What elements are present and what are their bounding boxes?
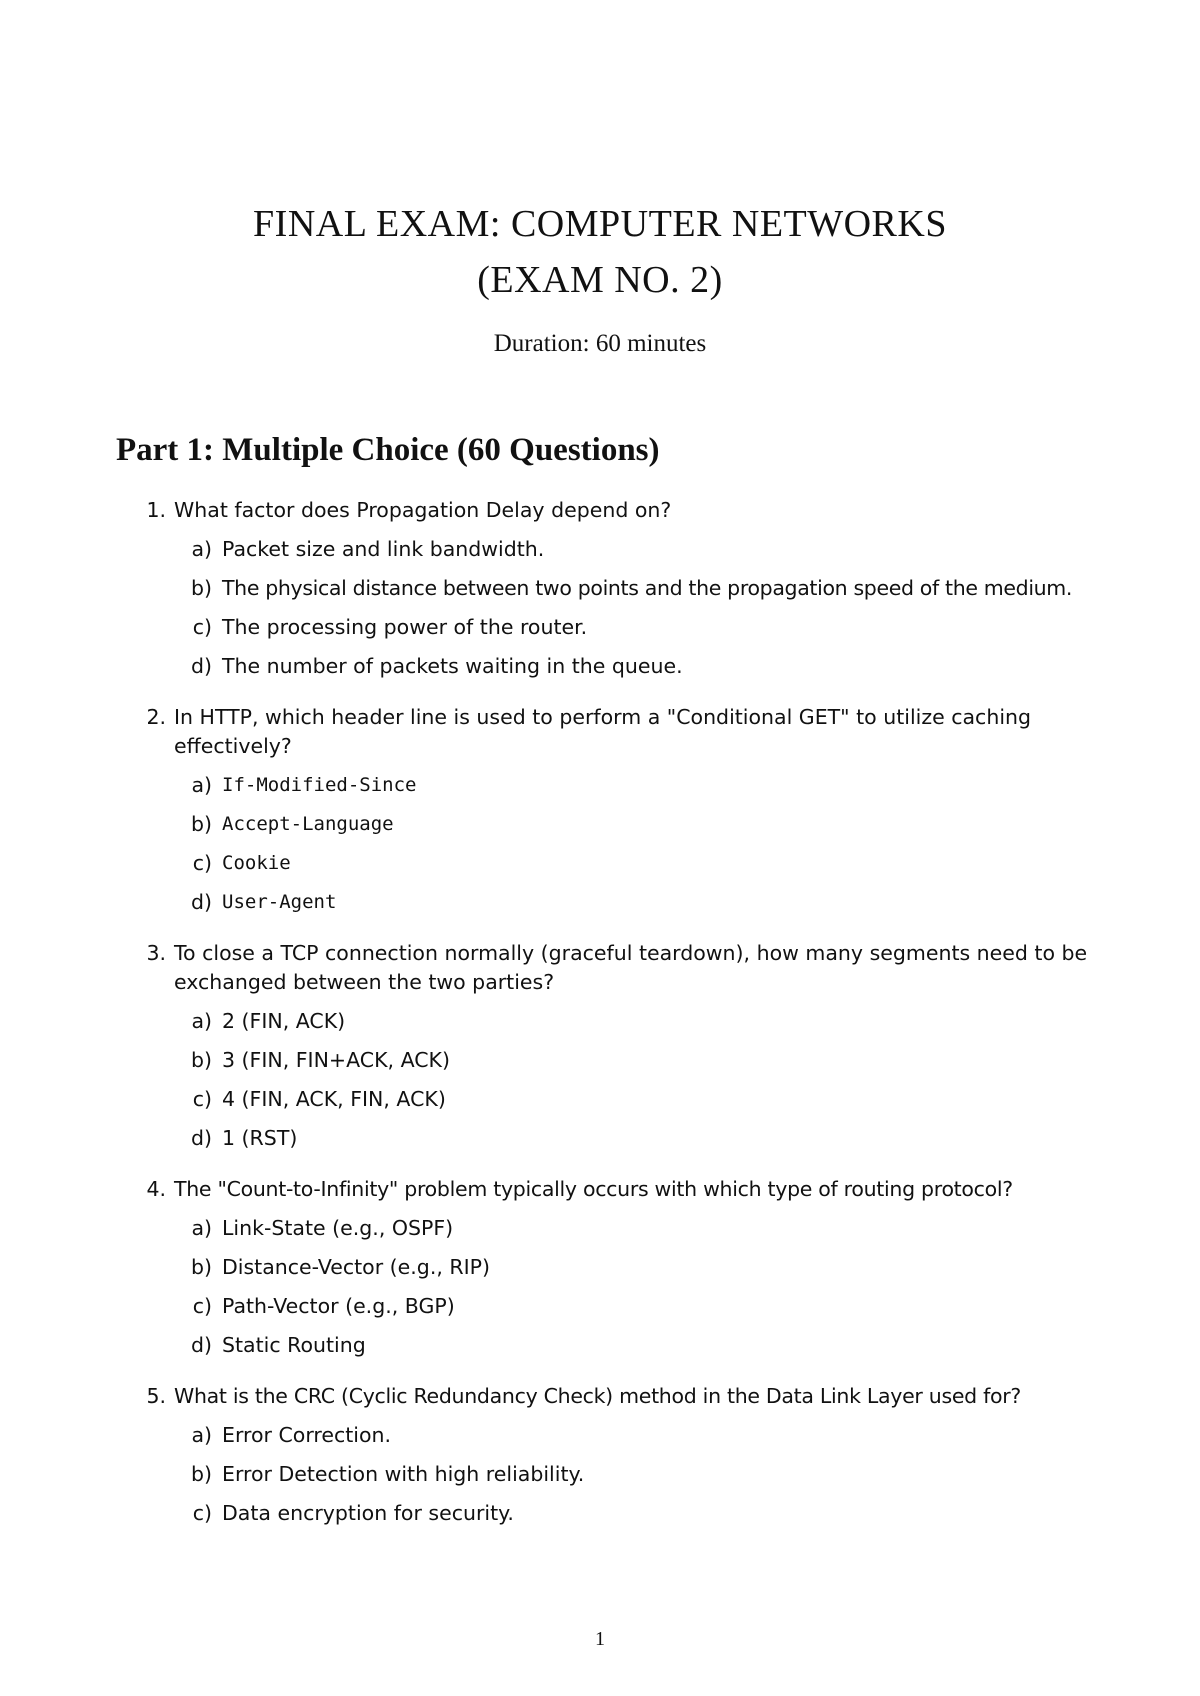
option-a <box>182 771 1095 810</box>
question-number: 1. <box>146 498 166 522</box>
option-list <box>140 1421 1095 1538</box>
option-letter: c) <box>192 851 212 875</box>
exam-duration: Duration: 60 minutes <box>493 330 707 357</box>
option-text: Distance-Vector (e.g., RIP) <box>222 1255 491 1279</box>
page-number: 1 <box>595 1628 605 1650</box>
question-text: What is the CRC (Cyclic Redundancy Check) method in the Data Link Layer used for? <box>174 1384 1021 1408</box>
option-text: Accept-Language <box>222 813 394 835</box>
option-text: Static Routing <box>222 1333 366 1357</box>
option-letter: d) <box>190 1333 212 1357</box>
option-a <box>182 1007 1095 1046</box>
option-letter: c) <box>192 1501 212 1525</box>
question-number: 5. <box>146 1384 166 1408</box>
question-4 <box>140 1175 1095 1370</box>
option-letter: b) <box>190 1048 212 1072</box>
option-text: The number of packets waiting in the queue. <box>222 654 683 678</box>
option-list <box>140 1007 1095 1163</box>
question-5 <box>140 1382 1095 1538</box>
option-d <box>182 1331 1095 1370</box>
option-letter: b) <box>190 576 212 600</box>
option-b <box>182 1460 1095 1499</box>
option-text: Link-State (e.g., OSPF) <box>222 1216 454 1240</box>
question-text: What factor does Propagation Delay depend on? <box>174 498 672 522</box>
option-letter: a) <box>191 537 212 561</box>
option-c <box>182 849 1095 888</box>
exam-title-line-1: FINAL EXAM: COMPUTER NETWORKS <box>253 203 947 245</box>
option-text: Path-Vector (e.g., BGP) <box>222 1294 455 1318</box>
option-text: The physical distance between two points and the propagation speed of the medium. <box>222 576 1073 600</box>
option-a <box>182 1421 1095 1460</box>
option-d <box>182 888 1095 927</box>
question-number: 3. <box>146 941 166 965</box>
option-text: Error Correction. <box>222 1423 392 1447</box>
option-text: 2 (FIN, ACK) <box>222 1009 346 1033</box>
question-2 <box>140 703 1095 927</box>
option-b <box>182 810 1095 849</box>
question-text: In HTTP, which header line is used to perform a "Conditional GET" to utilize caching effectively? <box>174 705 1032 758</box>
option-a <box>182 1214 1095 1253</box>
option-text: Cookie <box>222 852 291 874</box>
option-text: Error Detection with high reliability. <box>222 1462 585 1486</box>
option-letter: c) <box>192 615 212 639</box>
question-list <box>140 496 1095 1550</box>
question-1 <box>140 496 1095 691</box>
option-letter: b) <box>190 1255 212 1279</box>
option-letter: a) <box>191 1423 212 1447</box>
option-c <box>182 1292 1095 1331</box>
option-text: The processing power of the router. <box>222 615 588 639</box>
option-c <box>182 1499 1095 1538</box>
option-letter: b) <box>190 812 212 836</box>
option-letter: c) <box>192 1087 212 1111</box>
exam-title-line-2: (EXAM NO. 2) <box>477 259 723 301</box>
option-text: User-Agent <box>222 891 337 913</box>
option-b <box>182 1046 1095 1085</box>
option-letter: b) <box>190 1462 212 1486</box>
question-number: 4. <box>146 1177 166 1201</box>
option-text: Data encryption for security. <box>222 1501 514 1525</box>
option-letter: a) <box>191 1009 212 1033</box>
option-text: 4 (FIN, ACK, FIN, ACK) <box>222 1087 446 1111</box>
option-c <box>182 1085 1095 1124</box>
option-letter: d) <box>190 654 212 678</box>
option-letter: d) <box>190 1126 212 1150</box>
option-text: Packet size and link bandwidth. <box>222 537 545 561</box>
question-3 <box>140 939 1095 1163</box>
part-heading: Part 1: Multiple Choice (60 Questions) <box>116 432 660 468</box>
option-d <box>182 652 1095 691</box>
option-a <box>182 535 1095 574</box>
option-list <box>140 535 1095 691</box>
question-number: 2. <box>146 705 166 729</box>
option-list <box>140 771 1095 927</box>
option-text: If-Modified-Since <box>222 774 417 796</box>
option-text: 3 (FIN, FIN+ACK, ACK) <box>222 1048 450 1072</box>
option-letter: a) <box>191 1216 212 1240</box>
option-d <box>182 1124 1095 1163</box>
exam-title <box>0 196 1200 308</box>
option-text: 1 (RST) <box>222 1126 298 1150</box>
question-text: The "Count-to-Infinity" problem typically occurs with which type of routing protocol? <box>174 1177 1013 1201</box>
question-text: To close a TCP connection normally (graceful teardown), how many segments need to be exchanged between the two parties? <box>174 941 1088 994</box>
option-b <box>182 574 1095 613</box>
option-list <box>140 1214 1095 1370</box>
option-letter: c) <box>192 1294 212 1318</box>
option-letter: d) <box>190 890 212 914</box>
option-b <box>182 1253 1095 1292</box>
option-c <box>182 613 1095 652</box>
option-letter: a) <box>191 773 212 797</box>
